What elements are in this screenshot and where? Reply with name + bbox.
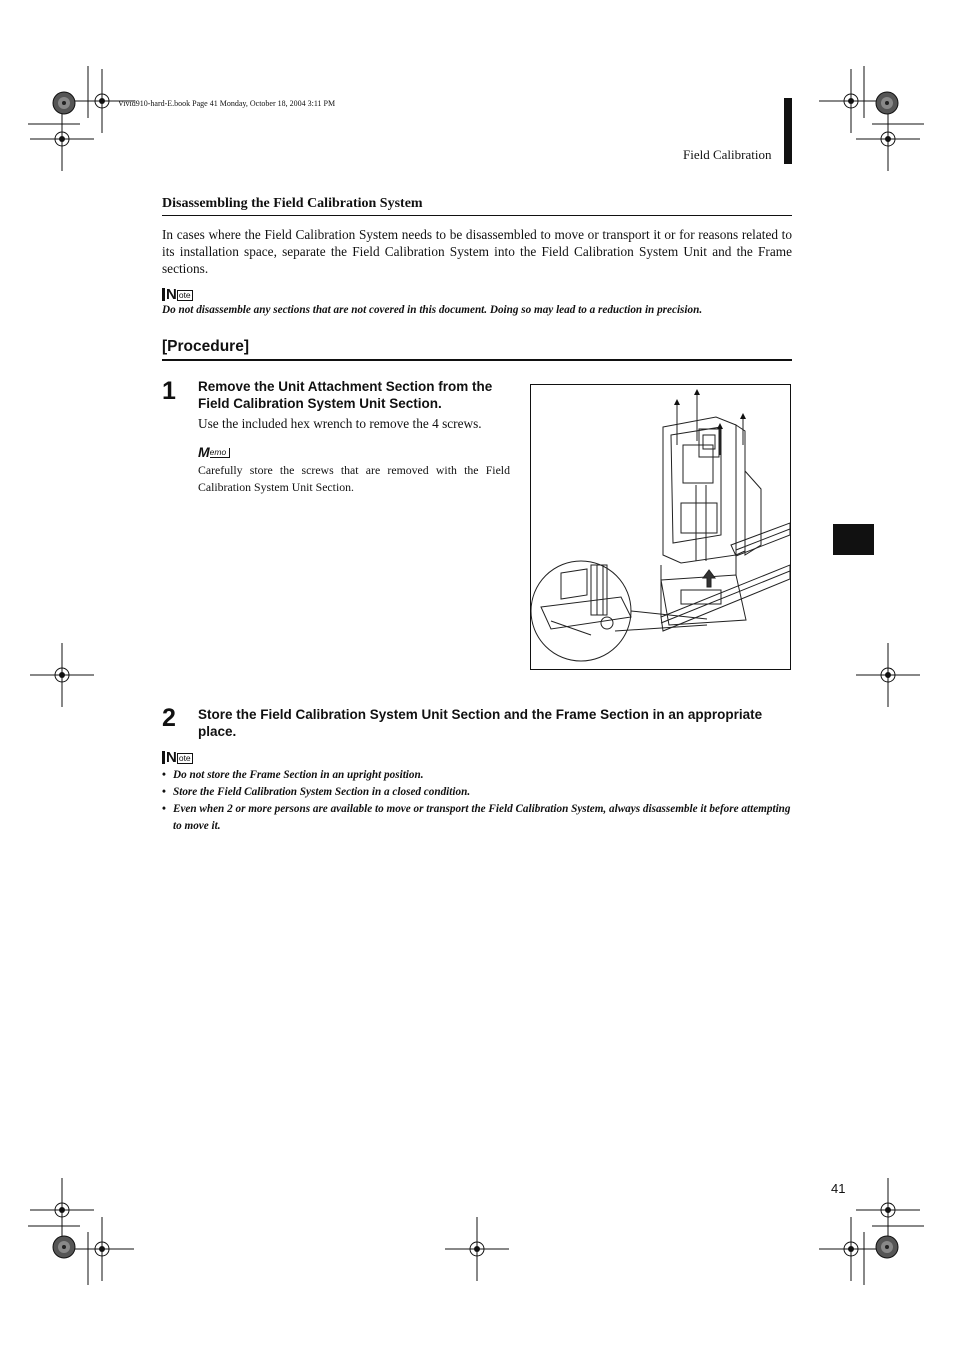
- memo-icon: M emo: [198, 446, 230, 458]
- memo-text: Carefully store the screws that are removed with the Field Calibration System Unit Section.: [198, 463, 510, 494]
- step-1-number: 1: [162, 377, 176, 405]
- printer-slug: Vivid910-hard-E.book Page 41 Monday, October 18, 2004 3:11 PM: [118, 99, 336, 108]
- step-2-number: 2: [162, 704, 176, 732]
- step-1-body: Use the included hex wrench to remove the 4 screws.: [198, 416, 482, 431]
- note-text: Do not disassemble any sections that are not covered in this document. Doing so may lead to a reduction in precision.: [162, 304, 703, 316]
- step-2-title: Store the Field Calibration System Unit Section and the Frame Section in an appropriate place.: [198, 707, 763, 739]
- page-number: 41: [831, 1181, 846, 1196]
- intro-paragraph: In cases where the Field Calibration System needs to be disassembled to move or transport it or for reasons related to its installation space, separate the Field Calibration System into the Field Calibration System Unit and the Frame sections.: [162, 227, 792, 276]
- illustration-drawing: [531, 385, 790, 669]
- note-icon: N ote: [162, 288, 193, 301]
- header-bar: [784, 98, 792, 164]
- step-1-title: Remove the Unit Attachment Section from the Field Calibration System Unit Section.: [198, 379, 493, 411]
- running-header: Field Calibration: [683, 147, 772, 162]
- note-list: [162, 767, 794, 835]
- chapter-tab: [833, 524, 874, 555]
- section-title: Disassembling the Field Calibration System: [162, 196, 792, 216]
- list-item: • Store the Field Calibration System Section in a closed condition.: [162, 786, 471, 798]
- disassembly-illustration: [530, 384, 791, 670]
- list-item: • Do not store the Frame Section in an upright position.: [162, 769, 424, 781]
- note-icon: N ote: [162, 751, 193, 764]
- list-item: • Even when 2 or more persons are available to move or transport the Field Calibration System, always disassemble it before attempting to move it.: [162, 803, 791, 832]
- procedure-title: [Procedure]: [162, 338, 792, 361]
